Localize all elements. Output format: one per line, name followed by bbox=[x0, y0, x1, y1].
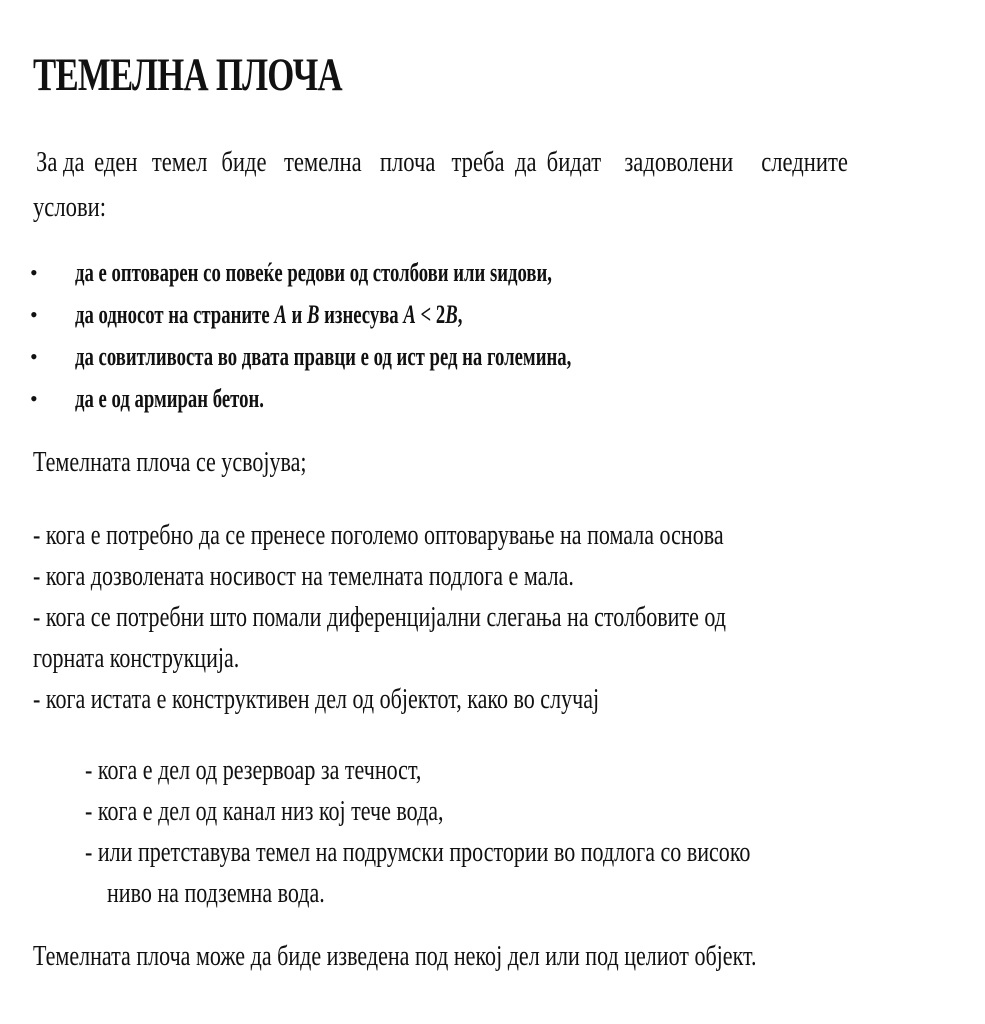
list-item-text: ниво на подземна вода. bbox=[107, 877, 325, 909]
list-item-text: - кога дозволената носивост на темелната подлога е мала. bbox=[33, 560, 574, 592]
symbol-b: B bbox=[445, 300, 458, 329]
conditions-list bbox=[33, 515, 945, 720]
intro-word: да bbox=[514, 146, 537, 178]
symbol-a: A bbox=[274, 300, 287, 329]
symbol-a: A bbox=[403, 300, 416, 329]
intro-word: да bbox=[63, 146, 86, 178]
list-item-text: да е од армиран бетон. bbox=[75, 384, 264, 413]
bullet-icon: • bbox=[30, 260, 38, 285]
symbol-b: B bbox=[306, 300, 320, 329]
intro-word: За bbox=[36, 146, 58, 178]
bullet-icon: • bbox=[30, 344, 38, 369]
list-item-continuation bbox=[85, 873, 961, 914]
closing-paragraph bbox=[33, 940, 985, 973]
intro-word: плоча bbox=[380, 146, 436, 178]
intro-word: темел bbox=[151, 146, 208, 178]
text-fragment: изнесува bbox=[319, 300, 404, 329]
list-item bbox=[33, 679, 945, 720]
list-item-text: - кога е потребно да се пренесе поголемо оптоварување на помала основа bbox=[33, 519, 724, 551]
list-item-text: да е оптоварен со повеќе редови од столбови или ѕидови, bbox=[75, 258, 552, 287]
adoption-heading bbox=[33, 446, 393, 479]
list-item bbox=[85, 750, 961, 791]
list-item-text: да совитливоста во двата правци е од ист ред на големина, bbox=[75, 342, 572, 371]
intro-word: треба bbox=[451, 146, 505, 178]
list-item-text: - кога е дел од резервоар за течност, bbox=[85, 754, 422, 786]
page-title-text: ТЕМЕЛНА ПЛОЧА bbox=[33, 49, 342, 101]
list-item bbox=[33, 597, 945, 638]
list-item-text: горната конструкција. bbox=[33, 642, 240, 674]
intro-word: задоволени bbox=[624, 146, 734, 178]
list-item bbox=[33, 515, 945, 556]
text-fragment: , bbox=[457, 300, 463, 329]
list-item bbox=[33, 638, 945, 679]
text-fragment: да односот на страните bbox=[75, 300, 275, 329]
bullet-icon: • bbox=[30, 302, 38, 327]
list-item-text bbox=[75, 294, 462, 336]
text-fragment: и bbox=[286, 300, 307, 329]
list-item-text: - кога истата е конструктивен дел од објектот, како во случај bbox=[33, 683, 600, 715]
page-title bbox=[33, 48, 450, 102]
text-fragment: < 2 bbox=[415, 300, 446, 329]
list-item bbox=[33, 556, 945, 597]
list-item-text: - кога се потребни што помали диференцијални слегања на столбовите од bbox=[33, 601, 726, 633]
list-item-text: - или претставува темел на подрумски простории во подлога со високо bbox=[85, 836, 751, 868]
intro-line-2 bbox=[33, 185, 741, 230]
intro-word: еден bbox=[94, 146, 138, 178]
intro-word: бидат bbox=[547, 146, 602, 178]
intro-paragraph bbox=[33, 140, 848, 230]
closing-paragraph-text: Темелната плоча може да биде изведена под некој дел или под целиот објект. bbox=[33, 940, 757, 972]
intro-word: темелна bbox=[283, 146, 362, 178]
intro-word: следните bbox=[760, 146, 848, 178]
adoption-heading-text: Темелната плоча се усвојува; bbox=[33, 446, 307, 478]
intro-line-2-text: услови: bbox=[33, 191, 107, 223]
intro-line-1 bbox=[33, 140, 848, 185]
list-item-text: - кога е дел од канал низ кој тече вода, bbox=[85, 795, 444, 827]
intro-word: биде bbox=[221, 146, 267, 178]
bullet-icon: • bbox=[30, 386, 38, 411]
list-item bbox=[85, 791, 961, 832]
cases-list bbox=[85, 750, 961, 914]
list-item bbox=[85, 832, 961, 873]
